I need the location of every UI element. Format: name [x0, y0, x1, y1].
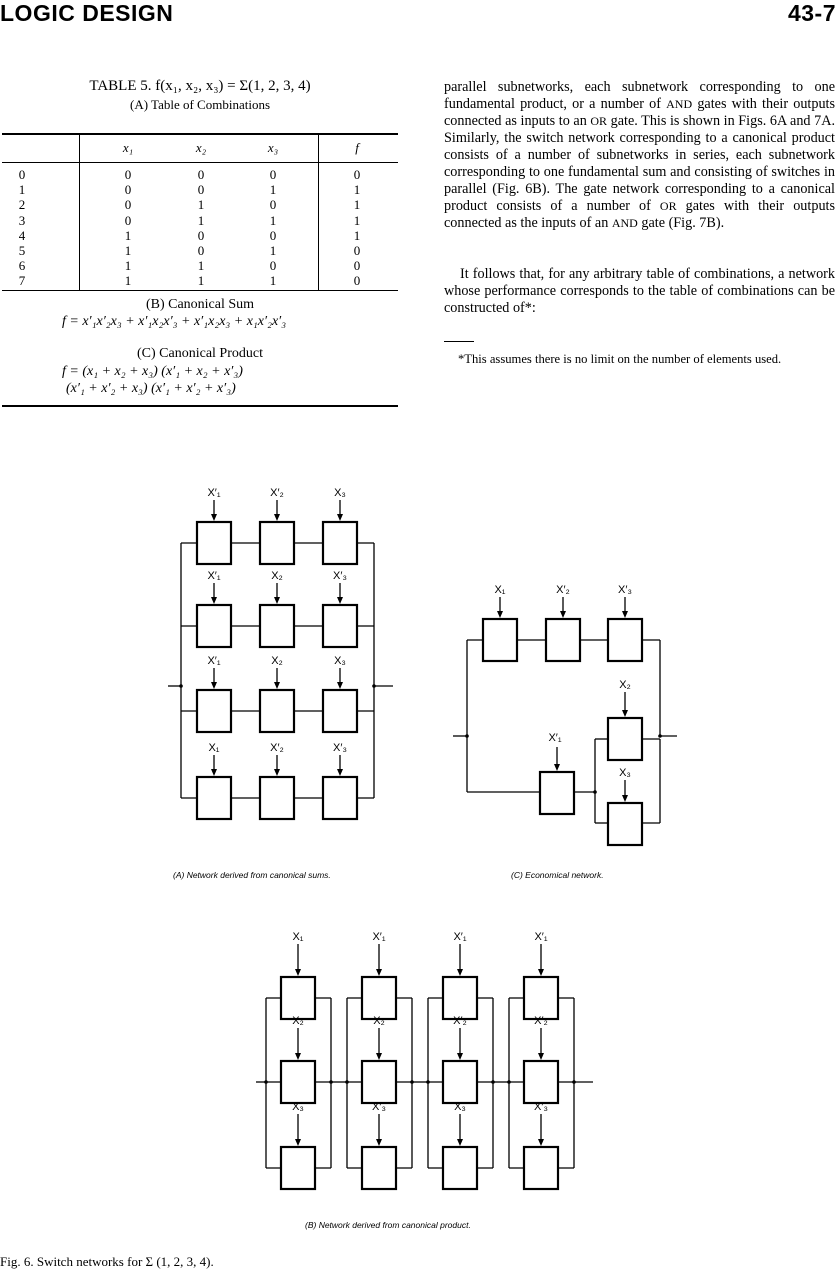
arrow-head — [457, 969, 463, 976]
table-column-header: f — [355, 140, 359, 155]
switch-label: X₃ — [292, 1101, 304, 1113]
figure-caption: Fig. 6. Switch networks for Σ (1, 2, 3, 4). — [0, 1254, 214, 1269]
table-cell: 1 — [353, 182, 361, 198]
arrow-head — [211, 682, 217, 689]
switch-box — [281, 977, 315, 1019]
table-cell: 1 — [197, 258, 205, 274]
table-cell: 0 — [353, 243, 361, 258]
table-cell: 1 — [124, 243, 132, 258]
table-cell: 0 — [124, 197, 132, 213]
switch-label: X₃ — [454, 1101, 466, 1113]
table-cell: 1 — [269, 273, 277, 289]
caption-network-b: (B) Network derived from canonical product. — [305, 1220, 471, 1230]
arrow-head — [211, 597, 217, 604]
arrow-head — [274, 682, 280, 689]
table-cell: 1 — [269, 212, 277, 228]
switch-box — [524, 1061, 558, 1103]
arrow-head — [554, 764, 560, 771]
table-cell: 0 — [197, 167, 205, 182]
arrow-head — [337, 769, 343, 776]
arrow-head — [497, 611, 503, 618]
switch-label: X′₁ — [207, 570, 221, 582]
switch-label: X₁ — [292, 931, 304, 943]
table-cell: 1 — [124, 227, 132, 243]
switch-label: X₂ — [271, 655, 283, 667]
arrow-head — [376, 1139, 382, 1146]
table-cell: 0 — [353, 258, 361, 274]
table-cell: 0 — [124, 212, 132, 228]
table-cell: 0 — [269, 197, 277, 213]
switch-label: X′₂ — [270, 742, 284, 754]
table-cell: 0 — [197, 182, 205, 198]
table-row-index: 2 — [18, 197, 26, 213]
arrow-head — [337, 514, 343, 521]
table-title: TABLE 5. f(x₁, x₂, x₃) = Σ(1, 2, 3, 4) — [89, 78, 311, 94]
table-cell: 1 — [197, 273, 205, 289]
table-cell: 0 — [197, 227, 205, 243]
caption-network-c: (C) Economical network. — [511, 870, 604, 880]
junction-dot — [372, 684, 376, 688]
caption-network-a: (A) Network derived from canonical sums. — [173, 870, 331, 880]
switch-box — [608, 718, 642, 760]
table-cell: 1 — [269, 182, 277, 198]
switch-label: X′₂ — [453, 1015, 467, 1027]
switch-box — [524, 1147, 558, 1189]
arrow-head — [622, 795, 628, 802]
junction-dot — [179, 684, 183, 688]
running-head-title: LOGIC DESIGN — [0, 0, 174, 26]
canonical-product-formula-1: f = (x₁ + x₂ + x₃) (x′₁ + x₂ + x′₃) — [62, 364, 243, 379]
switch-box — [197, 777, 231, 819]
switch-label: X₃ — [334, 655, 346, 667]
switch-label: X₂ — [292, 1015, 304, 1027]
table-cell: 1 — [353, 212, 361, 228]
table-cell: 1 — [124, 273, 132, 289]
switch-box — [323, 605, 357, 647]
table-cell: 1 — [353, 197, 361, 213]
arrow-head — [538, 1139, 544, 1146]
table-cell: 0 — [269, 227, 277, 243]
switch-box — [323, 690, 357, 732]
arrow-head — [538, 969, 544, 976]
table-subtitle-a: (A) Table of Combinations — [129, 97, 271, 112]
table-row-index: 7 — [18, 273, 26, 289]
switch-box — [197, 690, 231, 732]
switch-box — [608, 619, 642, 661]
arrow-head — [538, 1053, 544, 1060]
switch-box — [260, 777, 294, 819]
switch-box — [362, 1061, 396, 1103]
switch-label: X′₃ — [618, 584, 632, 596]
switch-label: X₃ — [334, 487, 346, 499]
arrow-head — [337, 597, 343, 604]
switch-box — [546, 619, 580, 661]
switch-box — [323, 777, 357, 819]
switch-label: X₂ — [271, 570, 283, 582]
table-cell: 1 — [197, 212, 205, 228]
arrow-head — [560, 611, 566, 618]
switch-box — [197, 605, 231, 647]
switch-label: X₁ — [208, 742, 220, 754]
switch-label: X₂ — [373, 1015, 385, 1027]
switch-label: X′₁ — [453, 931, 467, 943]
switch-box — [608, 803, 642, 845]
switch-label: X′₂ — [556, 584, 570, 596]
arrow-head — [457, 1053, 463, 1060]
table-column-header: x₂ — [195, 140, 207, 155]
switch-label: X′₂ — [534, 1015, 548, 1027]
arrow-head — [295, 1053, 301, 1060]
body-paragraph-2: It follows that, for any arbitrary table of combinations, a network whose performance corresponds to the table of combinations can be constructed of*: — [444, 266, 835, 316]
switch-label: X′₁ — [372, 931, 386, 943]
switch-box — [323, 522, 357, 564]
body-paragraph-1: parallel subnetworks, each subnetwork corresponding to one fundamental product, or a number of AND gates with their outputs connected as inputs to an OR gate. This is shown in Figs. 6A and 7A. Similarly, the switch network corresponding to a canonical product consists of a number of subnetworks in series, each subnetwork corresponding to one fundamental sum and consisting of switches in parallel (Fig. 6B). The gate network corresponding to a canonical product consists of a number of OR gates with their outputs connected as the inputs of an AND gate (Fig. 7B). — [444, 79, 835, 231]
table-row-index: 5 — [18, 243, 26, 258]
switch-box — [260, 605, 294, 647]
table-row-index: 0 — [18, 167, 26, 182]
switch-label: X′₃ — [333, 742, 347, 754]
switch-box — [260, 690, 294, 732]
arrow-head — [622, 611, 628, 618]
footnote: *This assumes there is no limit on the number of elements used. — [458, 352, 782, 366]
table-column-header: x₃ — [267, 140, 279, 155]
arrow-head — [211, 514, 217, 521]
junction-dot — [593, 790, 597, 794]
switch-label: X₃ — [619, 767, 631, 779]
switch-box — [443, 977, 477, 1019]
switch-box — [443, 1147, 477, 1189]
table-row-index: 4 — [18, 227, 26, 243]
switch-label: X₁ — [494, 584, 506, 596]
canonical-product-formula-2: (x′₁ + x′₂ + x₃) (x′₁ + x′₂ + x′₃) — [66, 381, 236, 396]
arrow-head — [274, 514, 280, 521]
arrow-head — [274, 769, 280, 776]
page-number: 43-7 — [787, 0, 836, 26]
switch-label: X₂ — [619, 679, 631, 691]
switch-label: X′₃ — [333, 570, 347, 582]
table-cell: 1 — [124, 258, 132, 274]
arrow-head — [376, 969, 382, 976]
arrow-head — [295, 969, 301, 976]
switch-box — [483, 619, 517, 661]
table-cell: 0 — [269, 167, 277, 182]
table-cell: 0 — [353, 273, 361, 289]
arrow-head — [457, 1139, 463, 1146]
canonical-sum-formula: f = x′₁x′₂x₃ + x′₁x₂x′₃ + x′₁x₂x₃ + x₁x′₂x′₃ — [62, 314, 287, 329]
switch-label: X′₁ — [207, 487, 221, 499]
canonical-product-heading: (C) Canonical Product — [137, 346, 263, 361]
switch-box — [524, 977, 558, 1019]
arrow-head — [295, 1139, 301, 1146]
switch-label: X′₃ — [534, 1101, 548, 1113]
canonical-sum-heading: (B) Canonical Sum — [145, 297, 255, 312]
switch-box — [281, 1061, 315, 1103]
table-cell: 1 — [197, 197, 205, 213]
switch-box — [281, 1147, 315, 1189]
table-row-index: 6 — [18, 258, 26, 274]
switch-box — [443, 1061, 477, 1103]
table-row-index: 3 — [18, 212, 26, 228]
arrow-head — [337, 682, 343, 689]
switch-label: X′₁ — [548, 732, 562, 744]
switch-label: X′₁ — [534, 931, 548, 943]
table-row-index: 1 — [18, 182, 26, 198]
switch-label: X′₁ — [207, 655, 221, 667]
table-cell: 0 — [353, 167, 361, 182]
table-cell: 0 — [197, 243, 205, 258]
table-cell: 0 — [124, 182, 132, 198]
arrow-head — [376, 1053, 382, 1060]
switch-box — [540, 772, 574, 814]
table-cell: 1 — [269, 243, 277, 258]
switch-box — [260, 522, 294, 564]
arrow-head — [274, 597, 280, 604]
junction-dot — [465, 734, 469, 738]
switch-box — [197, 522, 231, 564]
table-cell: 0 — [124, 167, 132, 182]
switch-label: X′₃ — [372, 1101, 386, 1113]
switch-box — [362, 977, 396, 1019]
switch-box — [362, 1147, 396, 1189]
arrow-head — [622, 710, 628, 717]
junction-dot — [658, 734, 662, 738]
table-cell: 1 — [353, 227, 361, 243]
arrow-head — [211, 769, 217, 776]
switch-label: X′₂ — [270, 487, 284, 499]
table-cell: 0 — [269, 258, 277, 274]
table-column-header: x₁ — [122, 140, 134, 155]
